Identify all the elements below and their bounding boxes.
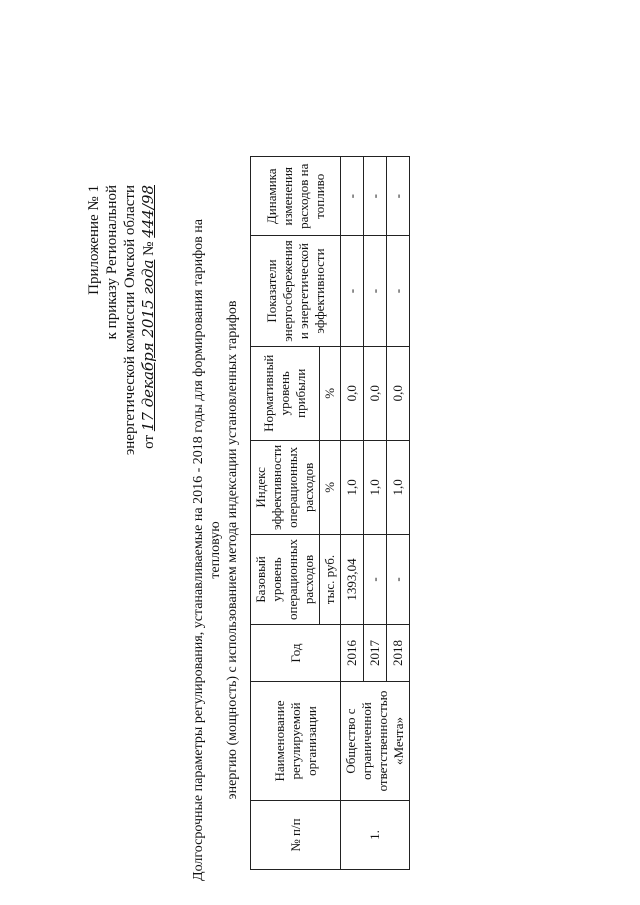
cell-norm: 0,0 [387, 346, 410, 440]
unit-index: % [320, 440, 341, 534]
appendix-header [85, 185, 158, 455]
appendix-date-line [139, 185, 158, 455]
cell-index: 1,0 [387, 440, 410, 534]
header-org: Наименование регулируемой организации [251, 682, 341, 801]
cell-base: - [387, 534, 410, 624]
cell-dyn: - [341, 157, 364, 236]
header-year: Год [251, 625, 341, 682]
document-title [190, 200, 241, 900]
header-norm: Нормативный уровень прибыли [251, 346, 320, 440]
cell-eff: - [364, 236, 387, 347]
header-num: № п/п [251, 801, 341, 870]
unit-norm: % [320, 346, 341, 440]
cell-norm: 0,0 [364, 346, 387, 440]
title-line-2: энергию (мощность) с использованием метода индексации установленных тарифов [225, 300, 240, 800]
appendix-commission: энергетической комиссии Омской области [122, 185, 138, 456]
number-label: № [141, 241, 157, 256]
cell-index: 1,0 [341, 440, 364, 534]
cell-year: 2018 [387, 625, 410, 682]
row-number: 1. [341, 801, 410, 870]
parameters-table [250, 156, 410, 870]
cell-eff: - [387, 236, 410, 347]
title-line-1: Долгосрочные параметры регулирования, устанавливаемые на 2016 - 2018 годы для формирования тарифов на тепловую [191, 219, 223, 881]
handwritten-number: 444/98 [139, 185, 157, 238]
header-row [251, 157, 320, 870]
header-index: Индекс эффективности операционных расходов [251, 440, 320, 534]
cell-index: 1,0 [364, 440, 387, 534]
header-base: Базовый уровень операционных расходов [251, 534, 320, 624]
cell-eff: - [341, 236, 364, 347]
cell-year: 2016 [341, 625, 364, 682]
handwritten-date: 17 декабря 2015 года [139, 259, 157, 432]
cell-dyn: - [387, 157, 410, 236]
cell-dyn: - [364, 157, 387, 236]
from-label: от [141, 434, 157, 449]
unit-base: тыс. руб. [320, 534, 341, 624]
cell-year: 2017 [364, 625, 387, 682]
org-name: Общество с ограниченной ответственностью «Мечта» [341, 682, 410, 801]
table-row [341, 157, 364, 870]
appendix-title: Приложение № 1 [86, 185, 102, 295]
header-eff: Показатели энергосбережения и энергетической эффективности [251, 236, 341, 347]
cell-base: 1393,04 [341, 534, 364, 624]
appendix-order-ref: к приказу Региональной [104, 185, 120, 340]
cell-norm: 0,0 [341, 346, 364, 440]
cell-base: - [364, 534, 387, 624]
header-dyn: Динамика изменения расходов на топливо [251, 157, 341, 236]
